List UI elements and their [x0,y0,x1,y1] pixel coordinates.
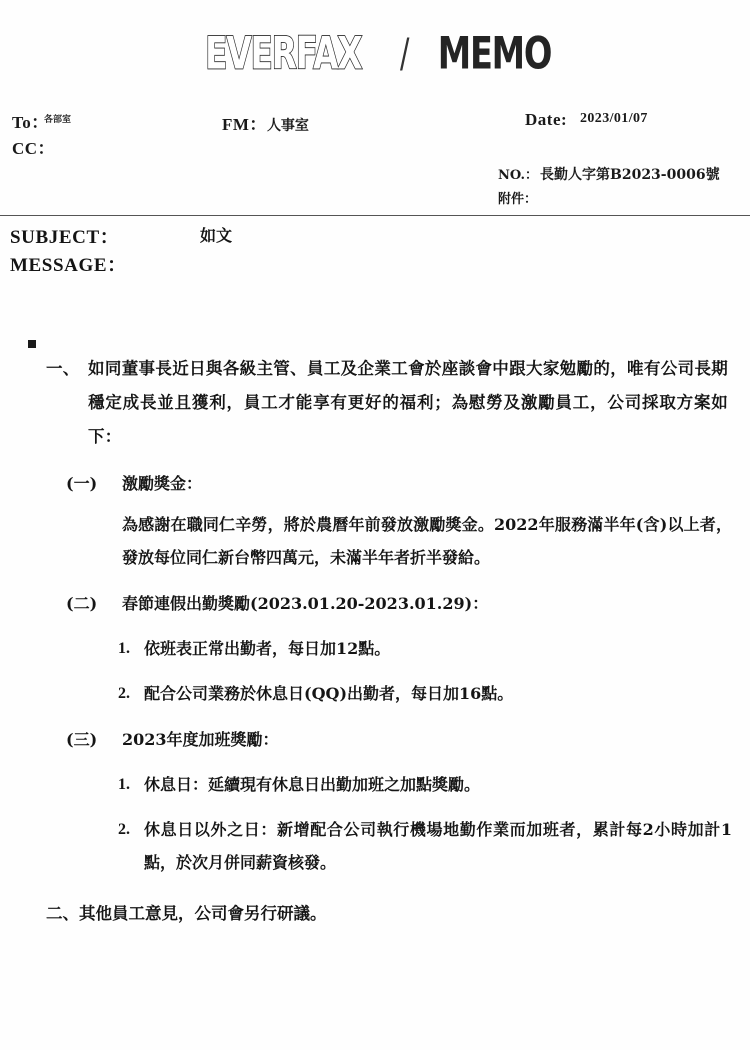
body-item-1 [0,352,750,454]
subject-value: 如文 [200,226,233,245]
cc-label: CC： [12,139,56,158]
everfax-logo: EVERFAX [204,28,361,80]
memo-title: MEMO [438,28,552,80]
bullet-square-marker [28,340,36,348]
section-1-heading [0,468,750,500]
message-row [10,250,740,277]
section-3-list [0,768,750,879]
date-label: Date: [525,110,568,129]
memo-body [0,352,750,931]
list-item [118,677,732,710]
item-1-text: 如同董事長近日與各級主管、員工及企業工會於座談會中跟大家勉勵的，唯有公司長期穩定成長並且獲利，員工才能享有更好的福利；為慰勞及激勵員工，公司採取方案如下： [88,359,728,446]
list-item-text: 依班表正常出勤者，每日加12點。 [144,639,391,658]
subject-label: SUBJECT： [10,227,120,248]
list-item [118,632,732,665]
fm-field [222,110,309,135]
section-3-number: (三) [66,730,98,749]
header-meta [0,100,750,208]
section-2-list [0,632,750,710]
body-item-2 [0,897,750,931]
list-item-text: 休息日以外之日：新增配合公司執行機場地勤作業而加班者，累計每2小時加計1點，於次月併同薪資核發。 [144,820,732,872]
header-divider [0,215,750,216]
list-item-number: 2. [118,821,130,838]
list-item-number: 1. [118,776,130,793]
list-item [118,768,732,801]
list-item-text: 配合公司業務於休息日(QQ)出勤者，每日加16點。 [144,684,514,703]
message-label: MESSAGE： [10,255,127,276]
list-item-number: 1. [118,640,130,657]
section-2-heading [0,588,750,620]
section-3-title: 2023年度加班獎勵： [122,730,279,749]
no-label: NO.： [498,168,538,183]
to-value: 各部室 [44,115,72,125]
date-value: 2023/01/07 [580,111,648,126]
section-1-paragraph: 為感謝在職同仁辛勞，將於農曆年前發放激勵獎金。2022年服務滿半年(含)以上者，發放每位同仁新台幣四萬元，未滿半年者折半發給。 [122,515,732,567]
attachment-label: 附件： [498,192,538,207]
subject-row [10,222,740,249]
list-item-text: 休息日：延續現有休息日出勤加班之加點獎勵。 [144,775,481,794]
fm-value: 人事室 [266,118,309,134]
no-value: 長勤人字第B2023-0006號 [540,167,720,183]
item-2-marker: 二、 [46,904,79,923]
masthead [0,24,750,84]
section-2-title: 春節連假出勤獎勵(2023.01.20-2023.01.29)： [122,594,489,613]
item-1-marker: 一、 [46,359,80,378]
item-2-text: 其他員工意見，公司會另行研議。 [79,904,327,923]
section-1-number: (一) [66,474,98,493]
fm-label: FM： [222,115,267,134]
section-3-heading [0,724,750,756]
list-item [118,813,732,879]
masthead-separator: / [400,31,410,77]
list-item-number: 2. [118,685,130,702]
section-2-number: (二) [66,594,98,613]
to-label: To： [12,113,49,132]
section-1-title: 激勵獎金： [122,474,203,493]
